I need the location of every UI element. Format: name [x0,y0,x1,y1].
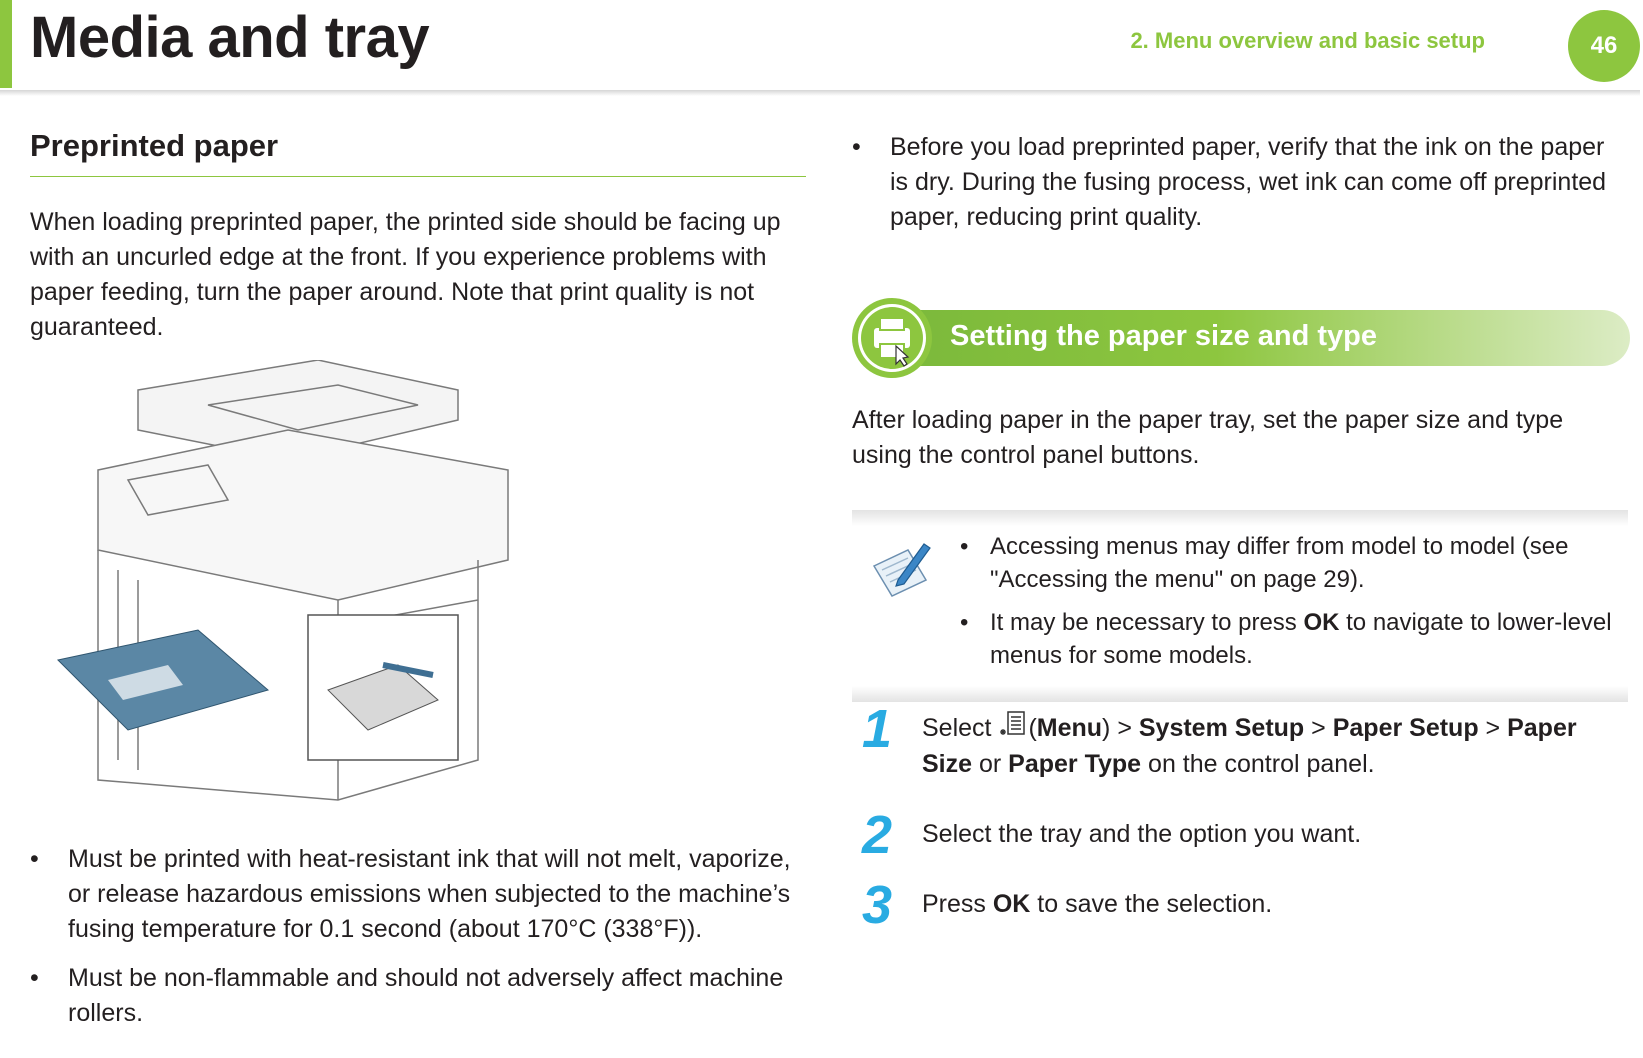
paper-type-label: Paper Type [1008,750,1142,778]
header-accent-bar [0,0,12,88]
list-item: • It may be necessary to press OK to navigate to lower-level menus for some models. [960,609,1612,669]
menu-button-icon [998,710,1028,740]
or-word: or [972,750,1009,778]
page-title: Media and tray [30,5,430,70]
list-item: • Before you load preprinted paper, verify that the ink on the paper is dry. During the fusing process, wet ink can come off preprinted paper, reducing print quality. [852,133,1607,231]
printer-illustration [38,360,538,810]
note-text: Accessing menus may differ from model to model (see "Accessing the menu" on page 29). [990,533,1569,593]
chapter-title: 2. Menu overview and basic setup [1130,28,1485,53]
bullet-text: Before you load preprinted paper, verify that the ink on the paper is dry. During the fusing process, wet ink can come off preprinted paper, reducing print quality. [890,133,1607,231]
printer-setup-icon [850,296,934,380]
menu-label: Menu [1036,714,1103,742]
step-text: Select (Menu) > System Setup > Paper Setup > Paper Size or Paper Type on the control panel. [922,710,1632,782]
note-list [960,530,1630,682]
separator: ) > [1102,714,1139,742]
paper-size-label: Paper Size [922,714,1577,778]
ok-keyword: OK [992,890,1031,918]
note-text-pre: It may be necessary to press [990,609,1304,636]
step-number: 2 [862,805,893,865]
separator: > [1304,714,1333,742]
step-select-word: Select [922,714,999,742]
step-number: 1 [862,699,893,759]
step-number: 3 [862,875,893,935]
section-title: Preprinted paper [30,128,279,163]
separator: > [1478,714,1508,742]
header-divider [0,90,1640,96]
note-pencil-icon [868,536,934,602]
note-text-post: to navigate to lower-level menus for some models. [990,609,1612,669]
step-pre: Press [922,890,993,918]
section-divider [30,176,806,177]
list-item: • Must be printed with heat-resistant ink that will not melt, vaporize, or release hazardous emissions when subjected to the machine’s fusing temperature for 0.1 second (about 170°C (338°F)). [30,845,791,943]
intro-paragraph: When loading preprinted paper, the printed side should be facing up with an uncurled edge at the front. If you experience problems with paper feeding, turn the paper around. Note that print quality is not guaranteed. [30,208,781,341]
step-text [922,886,1632,922]
bullet-text: Must be non-flammable and should not adversely affect machine rollers. [68,964,784,1027]
banner-title: Setting the paper size and type [950,320,1378,352]
ok-keyword: OK [1303,609,1340,636]
system-setup-label: System Setup [1138,714,1305,742]
list-item: • Must be non-flammable and should not adversely affect machine rollers. [30,964,784,1027]
list-item: • Accessing menus may differ from model to model (see "Accessing the menu" on page 29). [960,533,1569,593]
right-bullet-list [852,130,1622,249]
step-text: Select the tray and the option you want. [922,820,1362,848]
page-number: 46 [1568,10,1640,82]
step-post: to save the selection. [1030,890,1273,918]
bullet-text: Must be printed with heat-resistant ink that will not melt, vaporize, or release hazardous emissions when subjected to the machine’s fusing temperature for 0.1 second (about 170°C (338°F)). [68,845,791,943]
paper-setup-label: Paper Setup [1332,714,1479,742]
after-paragraph: After loading paper in the paper tray, set the paper size and type using the control panel buttons. [852,406,1564,469]
left-bullet-list [30,842,812,1045]
step-end-text: on the control panel. [1141,750,1375,778]
